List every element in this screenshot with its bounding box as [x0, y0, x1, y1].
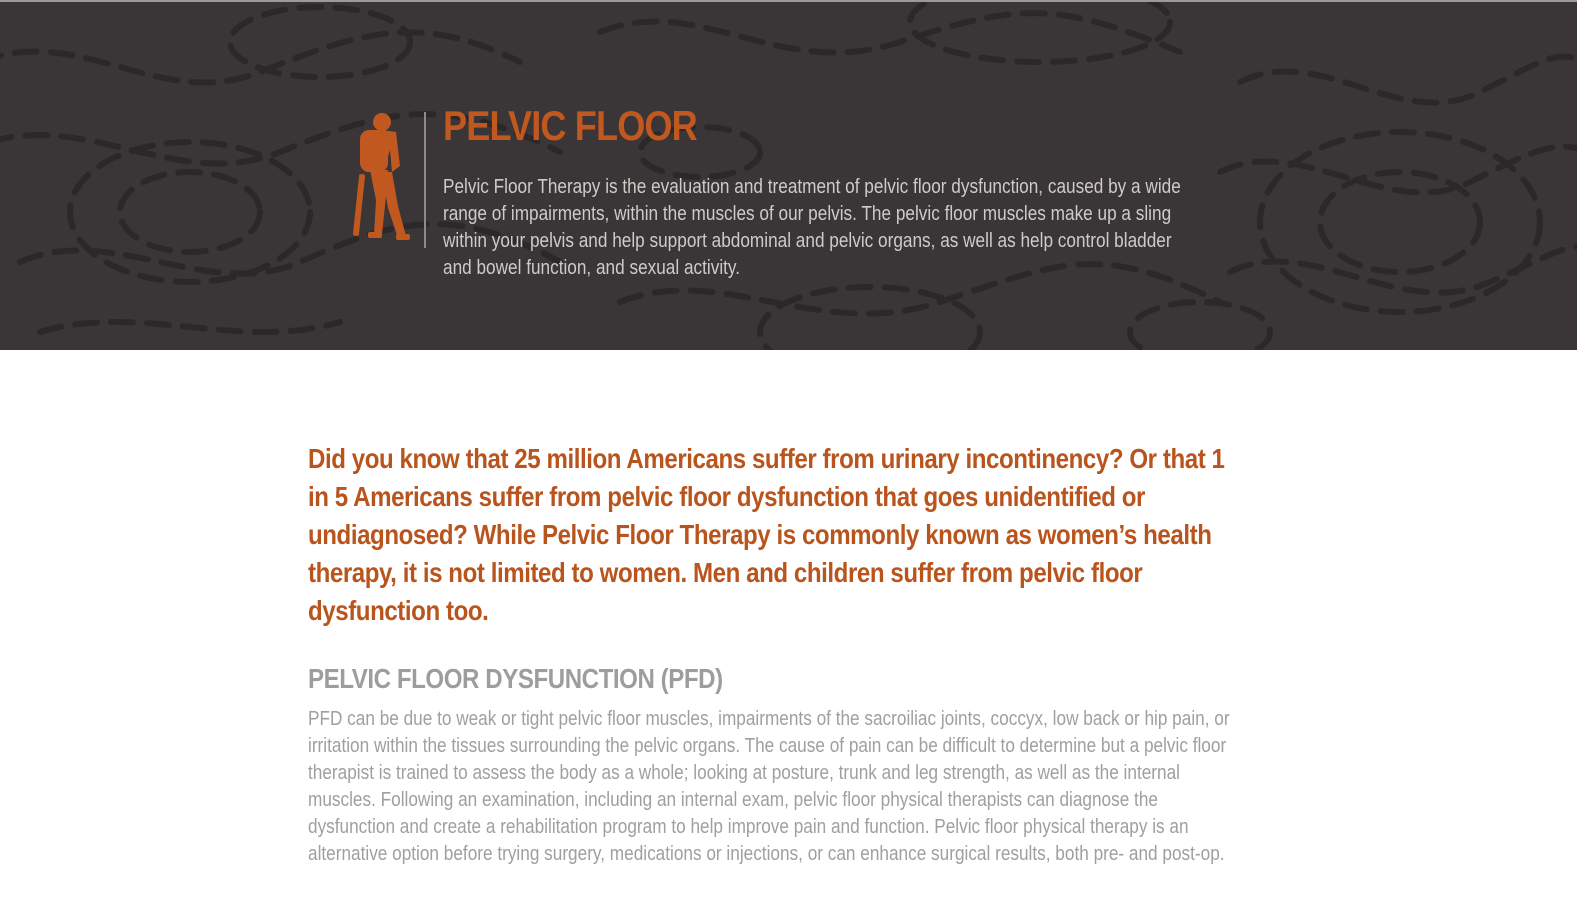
hero-divider: [424, 112, 426, 248]
hero-banner: [0, 2, 1577, 350]
hiker-icon: [352, 110, 412, 244]
page-title: PELVIC FLOOR: [443, 102, 697, 149]
section-heading: PELVIC FLOOR DYSFUNCTION (PFD): [308, 663, 723, 694]
main-content: [308, 440, 1245, 868]
section-body: PFD can be due to weak or tight pelvic floor muscles, impairments of the sacroiliac joints, coccyx, low back or hip pain, or irritation within the tissues surrounding the pelvic organs. The cause of pain can be difficult to determine but a pelvic floor therapist is trained to assess the body as a whole; looking at posture, trunk and leg strength, as well as the internal muscles. Following an examination, including an internal exam, pelvic floor physical therapists can diagnose the dysfunction and create a rehabilitation program to help improve pain and function. Pelvic floor physical therapy is an alternative option before trying surgery, medications or injections, or can enhance surgical results, both pre- and post-op.: [308, 708, 1230, 865]
lead-paragraph: Did you know that 25 million Americans suffer from urinary incontinency? Or that 1 in 5 Americans suffer from pelvic floor dysfunction that goes unidentified or undiagnosed? While Pelvic Floor Therapy is commonly known as women’s health therapy, it is not limited to women. Men and children suffer from pelvic floor dysfunction too.: [308, 443, 1225, 626]
hero-description: Pelvic Floor Therapy is the evaluation and treatment of pelvic floor dysfunction, caused by a wide range of impairments, within the muscles of our pelvis. The pelvic floor muscles make up a sling within your pelvis and help support abdominal and pelvic organs, as well as help control bladder and bowel function, and sexual activity.: [443, 176, 1181, 279]
